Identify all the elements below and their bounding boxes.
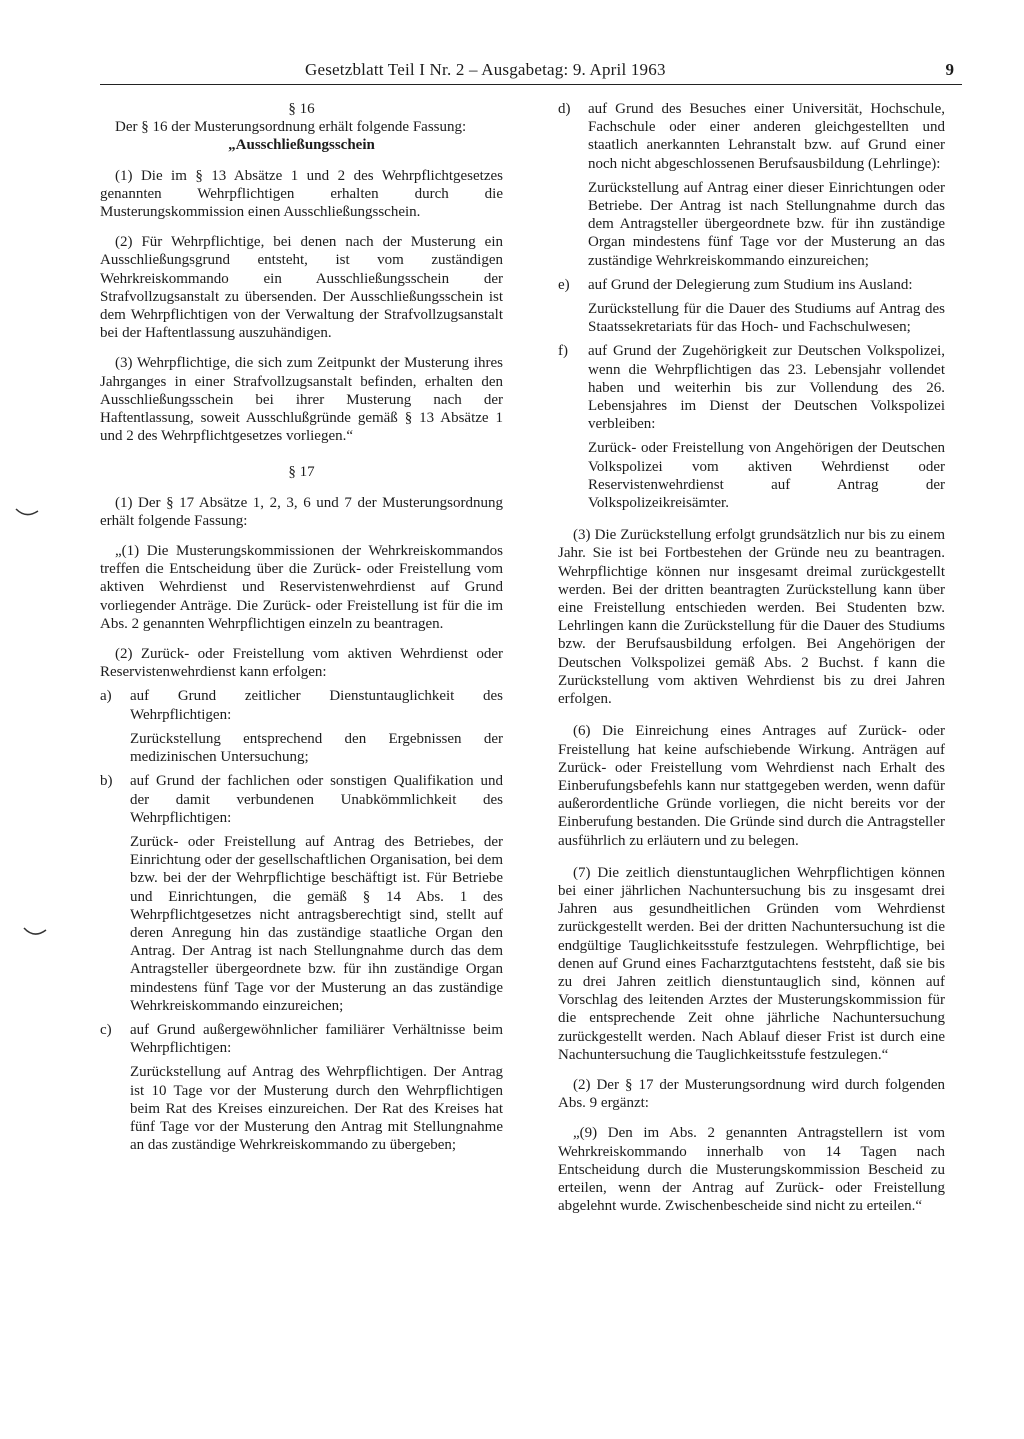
margin-mark-icon: [22, 925, 48, 939]
section-17-paragraph-7: (7) Die zeitlich dienstuntauglichen Wehrpflichtigen können bei einer jährlichen Nachuntersuchung bis zu insgesamt drei Jahren aus gesundheitlichen Gründen vom Wehrdienst zurückgestellt werden. Bei der dritten Nachuntersuchung ist die endgültige Tauglichkeitsstufe festzulegen. Wehrpflichtige, bei denen auf Grund eines Facharztgutachtens feststeht, daß sie bis zu drei Jahren zeitlich dienstuntauglich sind, können auf Vorschlag des leitenden Arztes der Musterungskommission für die entsprechende Zeit ohne jährliche Nachuntersuchung zurückgestellt werden. Nach Ablauf dieser Frist ist durch eine Nachuntersuchung die Tauglichkeitsstufe festzulegen.“: [558, 864, 945, 1063]
section-16-title: „Ausschließungsschein: [228, 137, 375, 154]
list-item-text: auf Grund der fachlichen oder sonstigen Qualifikation und der damit verbundenen Unabkömmlichkeit des Wehrpflichtigen:: [130, 773, 503, 826]
list-marker: a): [100, 688, 112, 705]
list-item-f: [558, 342, 945, 433]
section-17-quote-1: „(1) Die Musterungskommissionen der Wehrkreiskommandos treffen die Entscheidung über die Zurück- oder Freistellung vom aktiven Wehrdienst und Reservistenwehrdienst auf Grund vorliegender Anträge. Die Zurück- oder Freistellung ist für die im Abs. 2 genannten Wehrpflichtigen einzeln zu beantragen.: [100, 543, 503, 632]
left-column: [100, 100, 503, 1154]
list-item-text: auf Grund zeitlicher Dienstuntauglichkeit des Wehrpflichtigen:: [130, 688, 503, 723]
section-17-paragraph-9: „(9) Den im Abs. 2 genannten Antragstellern ist vom Wehrkreiskommando innerhalb von 14 Tagen nach Entscheidung durch die Musterungskommission Bescheid zu erteilen, wenn der Antrag auf Zurück- oder Freistellung abgelehnt wurde. Zwischenbescheide sind nicht zu erteilen.“: [558, 1125, 945, 1215]
section-17-quote-2: (2) Zurück- oder Freistellung vom aktiven Wehrdienst oder Reservistenwehrdienst kann erfolgen:: [100, 646, 503, 681]
list-item-c: [100, 1021, 503, 1057]
list-marker: e): [558, 276, 570, 293]
margin-mark-icon: [14, 505, 40, 519]
list-marker: b): [100, 773, 113, 790]
list-marker: c): [100, 1021, 112, 1038]
gazette-title: Gesetzblatt Teil I Nr. 2 – Ausgabetag: 9. April 1963: [305, 60, 666, 79]
right-column: [558, 100, 945, 1215]
section-16-paragraph-3: (3) Wehrpflichtige, die sich zum Zeitpunkt der Musterung ihres Jahrganges in einer Strafvollzugsanstalt befinden, erhalten den Ausschließungsschein bei ihrer Musterung nach der Haftentlassung, soweit Ausschlußgründe gemäß § 13 Absätze 1 und 2 des Wehrpflichtgesetzes vorliegen.“: [100, 355, 503, 445]
list-item-a: [100, 687, 503, 723]
list-marker: f): [558, 343, 568, 360]
list-item-text: auf Grund außergewöhnlicher familiärer Verhältnisse beim Wehrpflichtigen:: [130, 1021, 503, 1057]
list-item-b: [100, 772, 503, 827]
section-17-amendment: (2) Der § 17 der Musterungsordnung wird durch folgenden Abs. 9 ergänzt:: [558, 1076, 945, 1112]
section-17-paragraph-1: (1) Der § 17 Absätze 1, 2, 3, 6 und 7 der Musterungsordnung erhält folgende Fassung:: [100, 494, 503, 529]
page-number: 9: [945, 60, 954, 79]
section-17-paragraph-3: (3) Die Zurückstellung erfolgt grundsätzlich nur bis zu einem Jahr. Sie ist bei Fortbestehen der Gründe neu zu beantragen. Wehrpflichtige können nur insgesamt dreimal zurückgestellt werden. Bei der dritten beantragten Zurückstellung kann über eine Freistellung entschieden werden. Bei Studenten bzw. Lehrlingen kann die Zurückstellung für die Dauer des Studiums bzw. der Berufsausbildung erfolgen. Bei Angehörigen der Deutschen Volkspolizei gemäß Abs. 2 Buchst. f kann die Zurückstellung vom aktiven Wehrdienst bis zu drei Jahren erfolgen.: [558, 527, 945, 708]
list-marker: d): [558, 101, 571, 117]
list-item-text: auf Grund der Delegierung zum Studium ins Ausland:: [588, 276, 913, 293]
list-item-e: [558, 276, 945, 294]
list-item-detail: Zurück- oder Freistellung auf Antrag des Betriebes, der Einrichtung oder der gesellschaftlichen Organisation, bei dem bzw. bei der der Wehrpflichtige beschäftigt ist. Für Betriebe und Einrichtungen, die gemäß § 14 Abs. 1 des Wehrpflichtgesetzes nicht antragsberechtigt sind, stellt auf deren Anregung hin das zuständige staatliche Organ den Antrag. Der Antrag ist nach Stellungnahme durch das dem Antragsteller übergeordnete bzw. für ihn zuständige Organ mindestens fünf Tage vor der Musterung an das zuständige Wehrkreiskommando einzureichen;: [130, 833, 503, 1014]
list-item-d: [558, 100, 945, 173]
section-17-paragraph-6: (6) Die Einreichung eines Antrages auf Zurück- oder Freistellung hat keine aufschiebende Wirkung. Anträgen auf Zurück- oder Freistellung vom Wehrdienst nach Erhalt des Einberufungsbefehls kann nur stattgegeben werden, wenn dafür außerordentliche Gründe vorliegen, die nicht bereits vor der Einberufung bestanden. Die Gründe sind durch die Antragsteller ausführlich zu erläutern und zu belegen.: [558, 723, 945, 849]
list-item-text: auf Grund des Besuches einer Universität, Hochschule, Fachschule oder einer anderen gleichgestellten und staatlich anerkannten Lehranstalt bzw. auf Grund einer noch nicht abgeschlossenen Berufsausbildung (Lehrlinge):: [588, 101, 945, 172]
list-item-detail: Zurückstellung auf Antrag des Wehrpflichtigen. Der Antrag ist 10 Tage vor der Musterung durch den Wehrpflichtigen beim Rat des Kreises einzureichen. Der Rat des Kreises hat fünf Tage vor der Musterung den Antrag mit Stellungnahme an das zuständige Wehrkreiskommando zu übergeben;: [130, 1064, 503, 1154]
section-16-paragraph-2: (2) Für Wehrpflichtige, bei denen nach der Musterung ein Ausschließungsgrund entsteht, ist vom zuständigen Wehrkreiskommando ein Ausschließungsschein der Strafvollzugsanstalt zu übersenden. Der Ausschließungsschein ist dem Wehrpflichtigen von der Verwaltung der Strafvollzugsanstalt bei der Haftentlassung auszuhändigen.: [100, 234, 503, 342]
list-item-text: auf Grund der Zugehörigkeit zur Deutschen Volkspolizei, wenn die Wehrpflichtigen das 23. Lebensjahr vollendet haben und weiterhin bis zur Vollendung des 26. Lebensjahres im Dienst der Deutschen Volkspolizei verbleiben:: [588, 343, 945, 433]
section-16-intro: Der § 16 der Musterungsordnung erhält folgende Fassung:: [115, 119, 467, 136]
list-item-detail: Zurückstellung entsprechend den Ergebnissen der medizinischen Untersuchung;: [130, 730, 503, 766]
list-item-detail: Zurück- oder Freistellung von Angehörigen der Deutschen Volkspolizei vom aktiven Wehrdienst oder Reservistenwehrdienst auf Antrag der Volkspolizeikreisämter.: [588, 440, 945, 512]
list-item-detail: Zurückstellung auf Antrag einer dieser Einrichtungen oder Betriebe. Der Antrag ist nach Stellungnahme durch das dem Antragsteller übergeordnete bzw. für ihn zuständige Organ mindestens fünf Tage vor der Musterung an das zuständige Wehrkreiskommando einzureichen;: [588, 179, 945, 269]
section-16-paragraph-1: (1) Die im § 13 Absätze 1 und 2 des Wehrpflichtgesetzes genannten Wehrpflichtigen erhalten durch die Musterungskommission einen Ausschließungsschein.: [100, 167, 503, 221]
section-17-heading: § 17: [288, 464, 315, 481]
section-16-heading: § 16: [288, 101, 315, 117]
list-item-detail: Zurückstellung für die Dauer des Studiums auf Antrag des Staatssekretariats für das Hoch- und Fachschulwesen;: [588, 301, 945, 336]
page-header: [100, 60, 962, 85]
